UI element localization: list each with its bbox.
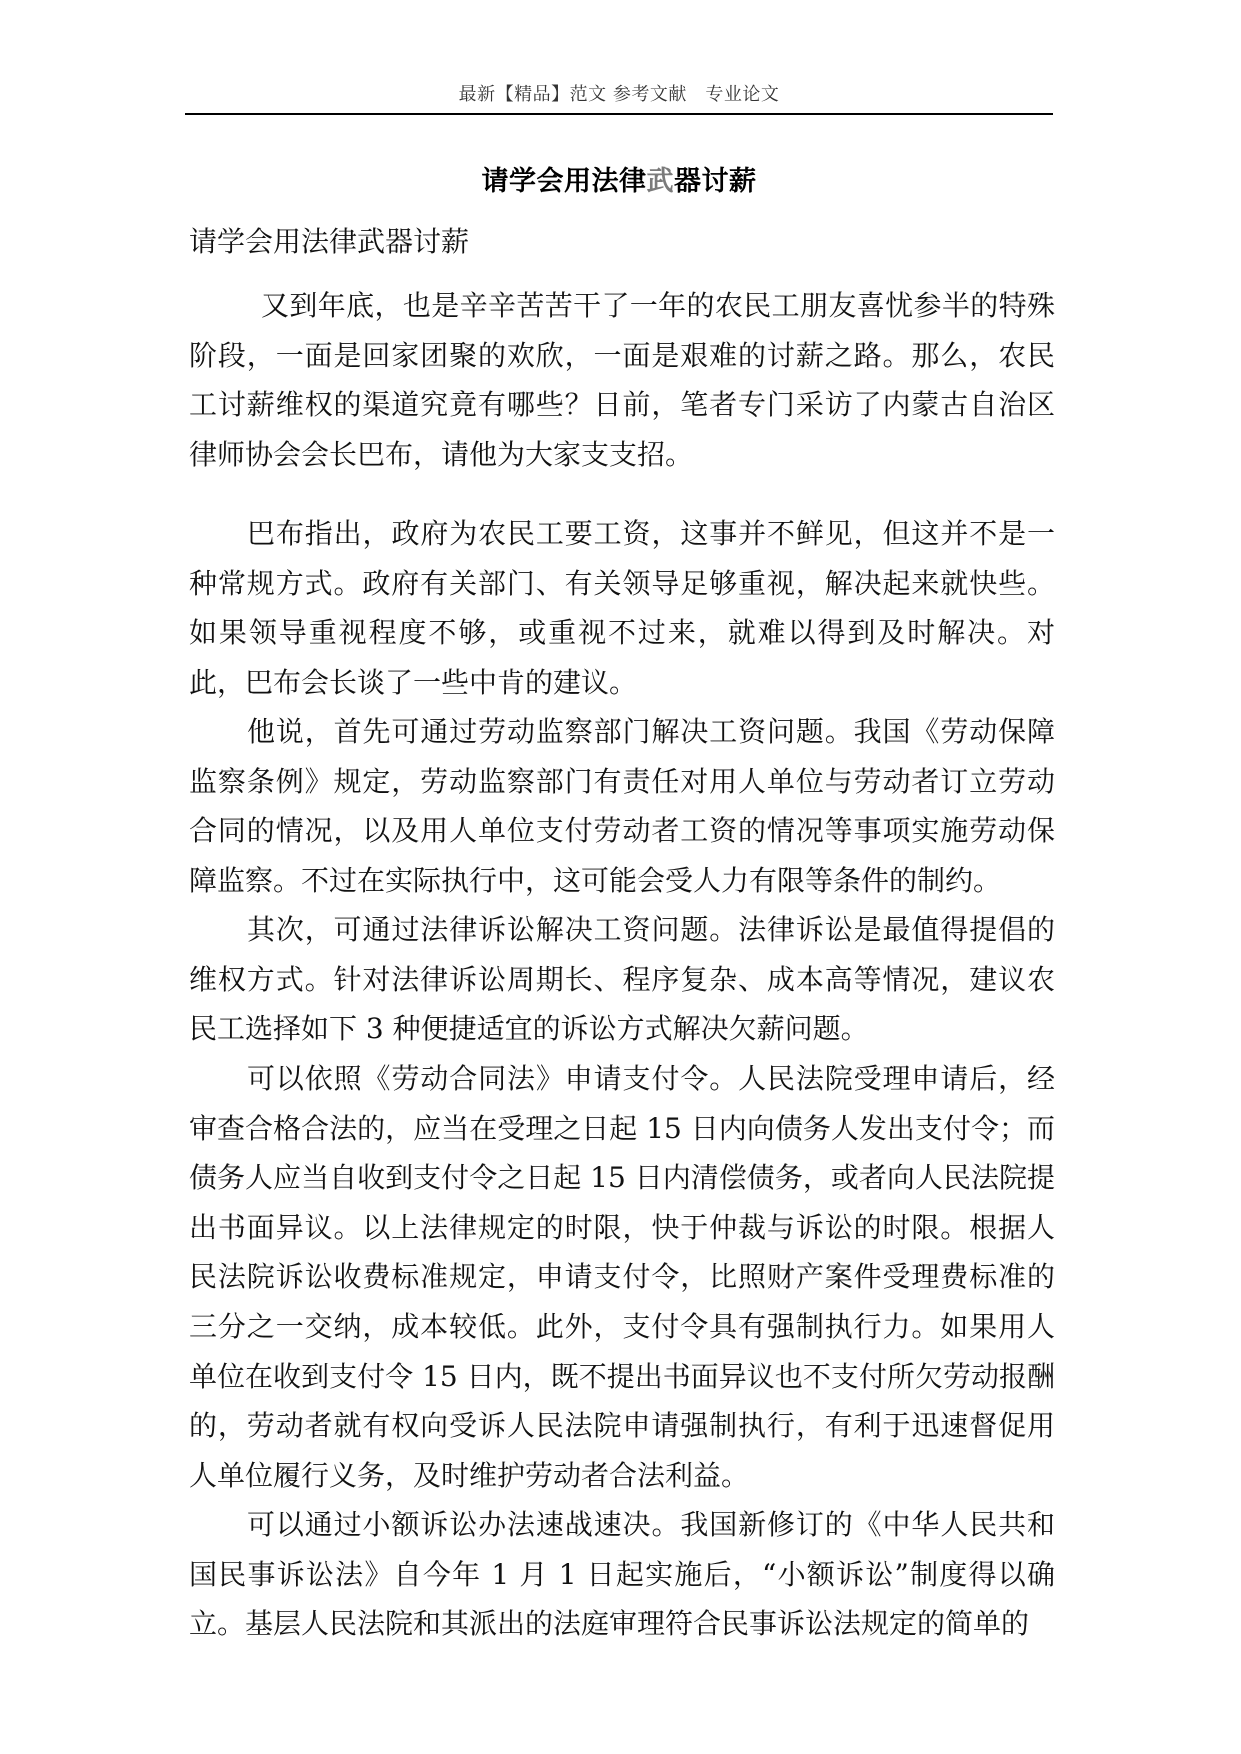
title-text-highlight: 武 [646, 166, 674, 197]
title-text-end: 器讨薪 [674, 166, 757, 197]
header-divider [185, 113, 1053, 115]
paragraph-background: 巴布指出，政府为农民工要工资，这事并不鲜见，但这并不是一种常规方式。政府有关部门、有关领导足够重视，解决起来就快些。如果领导重视程度不够，或重视不过来，就难以得到及时解决。对此，巴布会长谈了一些中肯的建议。 [189, 517, 1055, 699]
paragraph-labor-inspection: 他说，首先可通过劳动监察部门解决工资问题。我国《劳动保障监察条例》规定，劳动监察部门有责任对用人单位与劳动者订立劳动合同的情况，以及用人单位支付劳动者工资的情况等事项实施劳动保障监察。不过在实际执行中，这可能会受人力有限等条件的制约。 [189, 715, 1055, 897]
document-subtitle: 请学会用法律武器讨薪 [189, 225, 470, 258]
paragraph-litigation: 其次，可通过法律诉讼解决工资问题。法律诉讼是最值得提倡的维权方式。针对法律诉讼周期长、程序复杂、成本高等情况，建议农民工选择如下 3 种便捷适宜的诉讼方式解决欠薪问题。 [189, 913, 1055, 1046]
document-title [185, 164, 1053, 200]
title-text-start: 请学会用法律 [481, 166, 647, 197]
paragraph-payment-order: 可以依照《劳动合同法》申请支付令。人民法院受理申请后，经审查合格合法的，应当在受理之日起 15 日内向债务人发出支付令；而债务人应当自收到支付令之日起 15 日内清偿债务，或者向人民法院提出书面异议。以上法律规定的时限，快于仲裁与诉讼的时限。根据人民法院诉讼收费标准规定，申请支付令，比照财产案件受理费标准的三分之一交纳，成本较低。此外，支付令具有强制执行力。如果用人单位在收到支付令 15 日内，既不提出书面异议也不支付所欠劳动报酬的，劳动者就有权向受诉人民法院申请强制执行，有利于迅速督促用人单位履行义务，及时维护劳动者合法利益。 [189, 1062, 1055, 1492]
paragraph-intro: 又到年底，也是辛辛苦苦干了一年的农民工朋友喜忧参半的特殊阶段，一面是回家团聚的欢欣，一面是艰难的讨薪之路。那么，农民工讨薪维权的渠道究竟有哪些？日前，笔者专门采访了内蒙古自治区律师协会会长巴布，请他为大家支支招。 [189, 289, 1055, 471]
paragraph-small-claims: 可以通过小额诉讼办法速战速决。我国新修订的《中华人民共和国民事诉讼法》自今年 1 月 1 日起实施后，“小额诉讼”制度得以确立。基层人民法院和其派出的法庭审理符合民事诉讼法规定的简单的 [189, 1508, 1055, 1641]
page-header: 最新【精品】范文 参考文献 专业论文 [458, 84, 780, 105]
